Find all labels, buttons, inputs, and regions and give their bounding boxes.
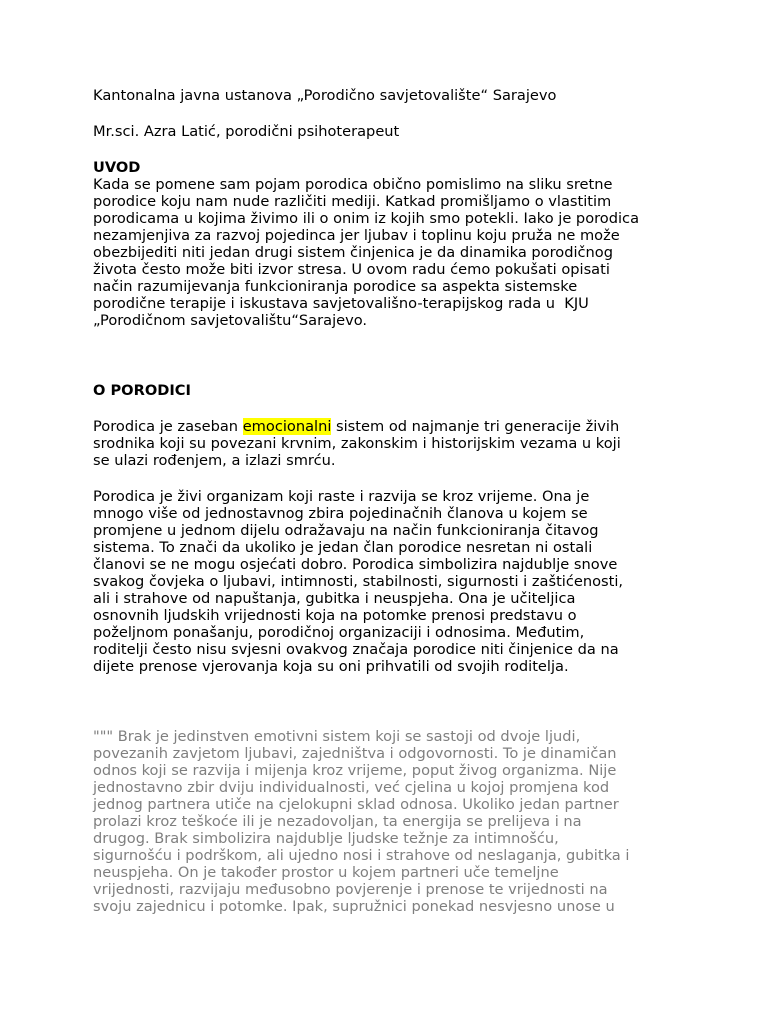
text-line: vrijednosti, razvijaju međusobno povjerenje i prenose te vrijednosti na [93, 881, 608, 898]
text-line: Kada se pomene sam pojam porodica obično pomislimo na sliku sretne [93, 176, 613, 193]
organism-paragraph [93, 488, 693, 675]
text-line: prolazi kroz teškoće ili je nezadovoljan, ta energija se prelijeva i na [93, 813, 582, 830]
text-line: Porodica je živi organizam koji raste i razvija se kroz vrijeme. Ona je [93, 488, 590, 505]
text-line: se ulazi rođenjem, a izlazi smrću. [93, 452, 336, 469]
intro-heading: UVOD [93, 159, 141, 176]
text-line: članovi se ne mogu osjećati dobro. Porodica simbolizira najdublje snove [93, 556, 618, 573]
text-line: porodicama u kojima živimo ili o onim iz kojih smo potekli. Iako je porodica [93, 210, 640, 227]
text-line: promjene u jednom dijelu odražavaju na način funkcioniranja čitavog [93, 522, 599, 539]
text-line: obezbijediti niti jedan drugi sistem činjenica je da dinamika porodičnog [93, 244, 613, 261]
text-line: odnos koji se razvija i mijenja kroz vrijeme, poput živog organizma. Nije [93, 762, 617, 779]
text-line: „Porodičnom savjetovalištu“Sarajevo. [93, 312, 368, 329]
text-line: dijete prenose vjerovanja koja su oni prihvatili od svojih roditelja. [93, 658, 569, 675]
text-line: poželjnom ponašanju, porodičnoj organizaciji i odnosima. Međutim, [93, 624, 585, 641]
text-line: ali i strahove od napuštanja, gubitka i neuspjeha. Ona je učiteljica [93, 590, 576, 607]
text-line: neuspjeha. On je također prostor u kojem partneri uče temeljne [93, 864, 559, 881]
text-line: jednog partnera utiče na cjelokupni sklad odnosa. Ukoliko jedan partner [93, 796, 619, 813]
text-line: roditelji često nisu svjesni ovakvog značaja porodice niti činjenice da na [93, 641, 619, 658]
text-line: sigurnošću i podrškom, ali ujedno nosi i strahove od neslaganja, gubitka i [93, 847, 630, 864]
text-fragment: sistem od najmanje tri generacije živih [331, 418, 620, 435]
text-line: povezanih zavjetom ljubavi, zajedništva i odgovornosti. To je dinamičan [93, 745, 617, 762]
section-heading: O PORODICI [93, 382, 191, 399]
text-line: srodnika koji su povezani krvnim, zakonskim i historijskim vezama u koji [93, 435, 621, 452]
text-line: svakog čovjeka o ljubavi, intimnosti, stabilnosti, sigurnosti i zaštićenosti, [93, 573, 624, 590]
text-line: nezamjenjiva za razvoj pojedinca jer ljubav i toplinu koju pruža ne može [93, 227, 620, 244]
text-line: sistema. To znači da ukoliko je jedan član porodice nesretan ni ostali [93, 539, 593, 556]
institution-line: Kantonalna javna ustanova „Porodično savjetovalište“ Sarajevo [93, 87, 557, 104]
text-line: svoju zajednicu i potomke. Ipak, supružnici ponekad nesvjesno unose u [93, 898, 615, 915]
highlighted-word: emocionalni [242, 418, 332, 435]
text-line: """ Brak je jedinstven emotivni sistem koji se sastoji od dvoje ljudi, [93, 728, 581, 745]
document-page [93, 87, 693, 915]
text-line: jednostavno zbir dviju individualnosti, već cjelina u kojoj promjena kod [93, 779, 610, 796]
text-line: drugog. Brak simbolizira najdublje ljudske težnje za intimnošću, [93, 830, 559, 847]
text-line [93, 418, 693, 435]
text-fragment: Porodica je zaseban [93, 418, 243, 435]
author-line: Mr.sci. Azra Latić, porodični psihoterapeut [93, 123, 400, 140]
text-line: života često može biti izvor stresa. U ovom radu ćemo pokušati opisati [93, 261, 610, 278]
text-line: porodice koju nam nude različiti mediji. Katkad promišljamo o vlastitim [93, 193, 612, 210]
quote-paragraph [93, 728, 693, 915]
text-line: porodične terapije i iskustava savjetovališno-terapijskog rada u KJU [93, 295, 589, 312]
text-line: način razumijevanja funkcioniranja porodice sa aspekta sistemske [93, 278, 578, 295]
definition-paragraph [93, 418, 693, 469]
text-line: osnovnih ljudskih vrijednosti koja na potomke prenosi predstavu o [93, 607, 577, 624]
intro-paragraph [93, 176, 693, 329]
text-line: mnogo više od jednostavnog zbira pojedinačnih članova u kojem se [93, 505, 588, 522]
